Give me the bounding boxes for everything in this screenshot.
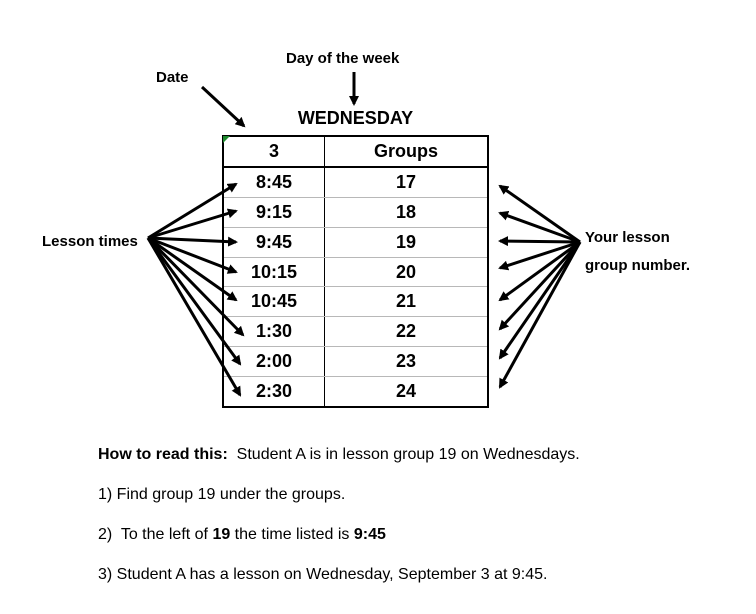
time-cell: 1:30 <box>223 317 325 347</box>
group-cell: 22 <box>325 317 489 347</box>
lesson-times-label: Lesson times <box>42 233 138 250</box>
day-of-week-label: Day of the week <box>286 50 400 67</box>
your-group-label-line1: Your lesson <box>585 229 670 246</box>
time-cell: 10:45 <box>223 287 325 317</box>
time-cell: 2:30 <box>223 377 325 407</box>
instruction-step-1: 1) Find group 19 under the groups. <box>98 486 346 503</box>
time-cell: 9:15 <box>223 197 325 227</box>
group-number-arrow <box>500 213 580 242</box>
group-cell: 23 <box>325 347 489 377</box>
groups-header-cell: Groups <box>325 136 489 167</box>
intro-heading: How to read this: <box>98 446 228 463</box>
group-number-arrow <box>500 241 580 242</box>
group-cell: 20 <box>325 257 489 287</box>
group-cell: 24 <box>325 377 489 407</box>
lesson-time-arrow <box>148 184 236 238</box>
time-cell: 10:15 <box>223 257 325 287</box>
time-cell: 2:00 <box>223 347 325 377</box>
group-number-arrow <box>500 242 580 300</box>
instructions-intro <box>98 445 580 465</box>
intro-text: Student A is in lesson group 19 on Wednesdays. <box>236 446 580 463</box>
lesson-time-arrow <box>148 238 236 300</box>
time-cell: 8:45 <box>223 167 325 197</box>
day-title: WEDNESDAY <box>297 108 414 128</box>
date-header-cell: 3 <box>223 136 325 167</box>
your-group-label-line2: group number. <box>585 257 690 274</box>
date-label: Date <box>156 69 189 86</box>
lesson-time-arrow <box>148 238 236 242</box>
group-number-arrow <box>500 186 580 242</box>
date-arrow <box>202 87 244 126</box>
group-cell: 19 <box>325 227 489 257</box>
group-cell: 17 <box>325 167 489 197</box>
step2-group: 19 <box>212 526 231 543</box>
lesson-time-arrow <box>148 211 236 238</box>
step2-time: 9:45 <box>353 526 386 543</box>
group-cell: 18 <box>325 197 489 227</box>
group-number-arrow <box>500 242 580 358</box>
instructions <box>98 445 580 605</box>
instruction-step-3: 3) Student A has a lesson on Wednesday, September 3 at 9:45. <box>98 566 548 583</box>
step2-text-a: 2) To the left of <box>98 526 213 543</box>
step2-text-b: the time listed is <box>230 526 354 543</box>
instruction-step-2 <box>98 525 580 545</box>
time-cell: 9:45 <box>223 227 325 257</box>
group-cell: 21 <box>325 287 489 317</box>
